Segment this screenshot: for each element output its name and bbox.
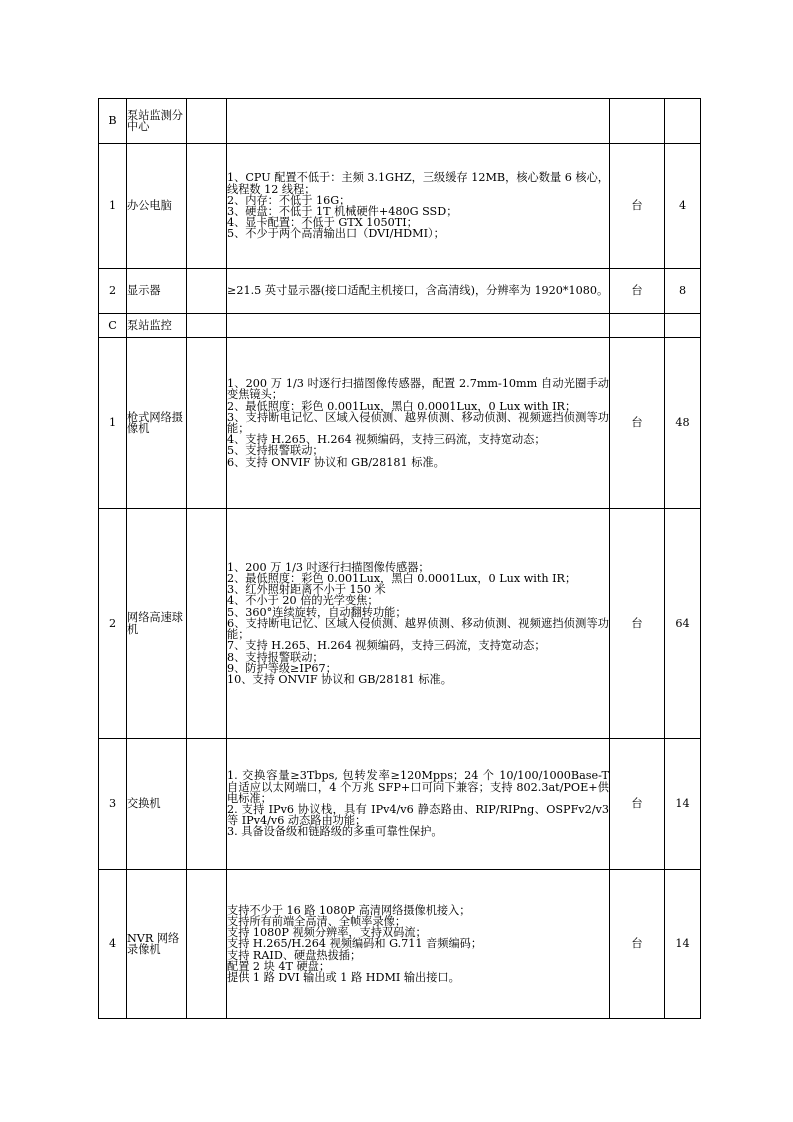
row-blank-cell (187, 338, 227, 509)
row-spec-cell (227, 269, 610, 314)
row-qty-cell: 14 (665, 739, 701, 870)
row-name-cell: 网络高速球机 (127, 509, 187, 739)
table-row (99, 99, 701, 144)
spec-line: 5、不少于两个高清输出口（DVI/HDMI）； (227, 227, 445, 241)
spec-line: 3、硬盘：不低于 1T 机械硬件+480G SSD； (227, 205, 458, 218)
spec-line: 3、支持断电记忆、区域入侵侦测、越界侦测、移动侦测、视频遮挡侦测等功能； (227, 410, 609, 435)
spec-line: 支持 H.265/H.264 视频编码和 G.711 音频编码； (227, 937, 483, 951)
spec-line: 支持 RAID、硬盘热拔插； (227, 948, 362, 962)
spec-line: 4、不小于 20 倍的光学变焦； (227, 594, 379, 608)
row-index-cell: 1 (99, 144, 127, 269)
spec-line: 4、支持 H.265、H.264 视频编码，支持三码流，支持宽动态； (227, 433, 546, 447)
row-index-cell: 1 (99, 338, 127, 509)
row-spec-cell (227, 338, 610, 509)
row-blank-cell (187, 870, 227, 1019)
table-row (99, 739, 701, 870)
spec-line: 1、CPU 配置不低于：主频 3.1GHZ，三级缓存 12MB，核心数量 6 核心，线程数 12 线程； (227, 171, 609, 196)
spec-line: 10、支持 ONVIF 协议和 GB/28181 标准。 (227, 672, 452, 686)
spec-line: 2. 支持 IPv6 协议栈，具有 IPv4/v6 静态路由、RIP/RIPng、OSPFv2/v3 等 IPv4/v6 动态路由功能； (227, 803, 609, 828)
spec-line: 2、最低照度：彩色 0.001Lux，黑白 0.0001Lux，0 Lux with IR； (227, 572, 577, 586)
spec-line: 4、显卡配置：不低于 GTX 1050TI； (227, 216, 418, 230)
row-blank-cell (187, 99, 227, 144)
row-name-cell: 办公电脑 (127, 144, 187, 269)
row-index-cell: 3 (99, 739, 127, 870)
row-spec-cell (227, 99, 610, 144)
row-unit-cell: 台 (610, 509, 665, 739)
spec-line: 5、360°连续旋转，自动翻转功能； (227, 605, 407, 619)
row-qty-cell: 48 (665, 338, 701, 509)
spec-line: 6、支持 ONVIF 协议和 GB/28181 标准。 (227, 455, 445, 469)
row-qty-cell (665, 314, 701, 338)
spec-line: 支持 1080P 视频分辨率，支持双码流； (227, 926, 427, 940)
row-index-cell: 4 (99, 870, 127, 1019)
row-index-cell: 2 (99, 269, 127, 314)
row-name-cell: NVR 网络录像机 (127, 870, 187, 1019)
row-unit-cell: 台 (610, 739, 665, 870)
table-row (99, 338, 701, 509)
row-index-cell: B (99, 99, 127, 144)
row-blank-cell (187, 739, 227, 870)
row-name-cell: 泵站监控 (127, 314, 187, 338)
row-index-cell: C (99, 314, 127, 338)
row-blank-cell (187, 314, 227, 338)
row-qty-cell: 64 (665, 509, 701, 739)
row-name-cell: 显示器 (127, 269, 187, 314)
row-unit-cell: 台 (610, 269, 665, 314)
row-spec-cell (227, 314, 610, 338)
row-index-cell: 2 (99, 509, 127, 739)
table-body (99, 99, 701, 1019)
spec-line: 1、200 万 1/3 吋逐行扫描图像传感器； (227, 560, 430, 574)
spec-line: 支持所有前端全高清、全帧率录像； (227, 914, 407, 928)
spec-line: 5、支持报警联动； (227, 444, 324, 458)
row-spec-cell (227, 739, 610, 870)
spec-line: 提供 1 路 DVI 输出或 1 路 HDMI 输出接口。 (227, 971, 460, 984)
spec-line: 2、内存：不低于 16G； (227, 193, 351, 207)
spec-line: 配置 2 块 4T 硬盘； (227, 959, 331, 973)
spec-line: ≥21.5 英寸显示器(接口适配主机接口，含高清线)，分辨率为 1920*1080。 (227, 284, 609, 298)
equipment-spec-table (98, 98, 701, 1019)
row-spec-cell (227, 144, 610, 269)
row-blank-cell (187, 144, 227, 269)
row-unit-cell: 台 (610, 338, 665, 509)
spec-line: 8、支持报警联动； (227, 650, 324, 664)
spec-line: 2、最低照度：彩色 0.001Lux，黑白 0.0001Lux，0 Lux with IR； (227, 399, 577, 413)
spec-line: 支持不少于 16 路 1080P 高清网络摄像机接入； (227, 903, 471, 917)
row-blank-cell (187, 509, 227, 739)
table-row (99, 509, 701, 739)
row-spec-cell (227, 509, 610, 739)
spec-line: 9、防护等级≥IP67； (227, 661, 337, 675)
table-row (99, 314, 701, 338)
table-row (99, 870, 701, 1019)
row-qty-cell (665, 99, 701, 144)
spec-line: 3、红外照射距离不小于 150 米 (227, 583, 386, 597)
row-unit-cell: 台 (610, 870, 665, 1019)
spec-line: 6、支持断电记忆、区域入侵侦测、越界侦测、移动侦测、视频遮挡侦测等功能； (227, 616, 609, 642)
row-name-cell: 交换机 (127, 739, 187, 870)
row-unit-cell (610, 314, 665, 338)
row-blank-cell (187, 269, 227, 314)
table-row (99, 269, 701, 314)
spec-line: 7、支持 H.265、H.264 视频编码，支持三码流，支持宽动态； (227, 639, 546, 653)
row-name-cell: 枪式网络摄像机 (127, 338, 187, 509)
spec-line: 1、200 万 1/3 吋逐行扫描图像传感器，配置 2.7mm-10mm 自动光圈手动变焦镜头； (227, 377, 609, 402)
table-row (99, 144, 701, 269)
spec-line: 1. 交换容量≥3Tbps, 包转发率≥120Mpps；24 个 10/100/1000Base-T 自适应以太网端口，4 个万兆 SFP+口可向下兼容；支持 802.3at/POE+供电标准； (227, 769, 609, 805)
row-unit-cell (610, 99, 665, 144)
row-qty-cell: 14 (665, 870, 701, 1019)
row-qty-cell: 8 (665, 269, 701, 314)
spec-line: 3. 具备设备级和链路级的多重可靠性保护。 (227, 825, 443, 839)
row-spec-cell (227, 870, 610, 1019)
row-name-cell: 泵站监测分中心 (127, 99, 187, 144)
row-unit-cell: 台 (610, 144, 665, 269)
row-qty-cell: 4 (665, 144, 701, 269)
